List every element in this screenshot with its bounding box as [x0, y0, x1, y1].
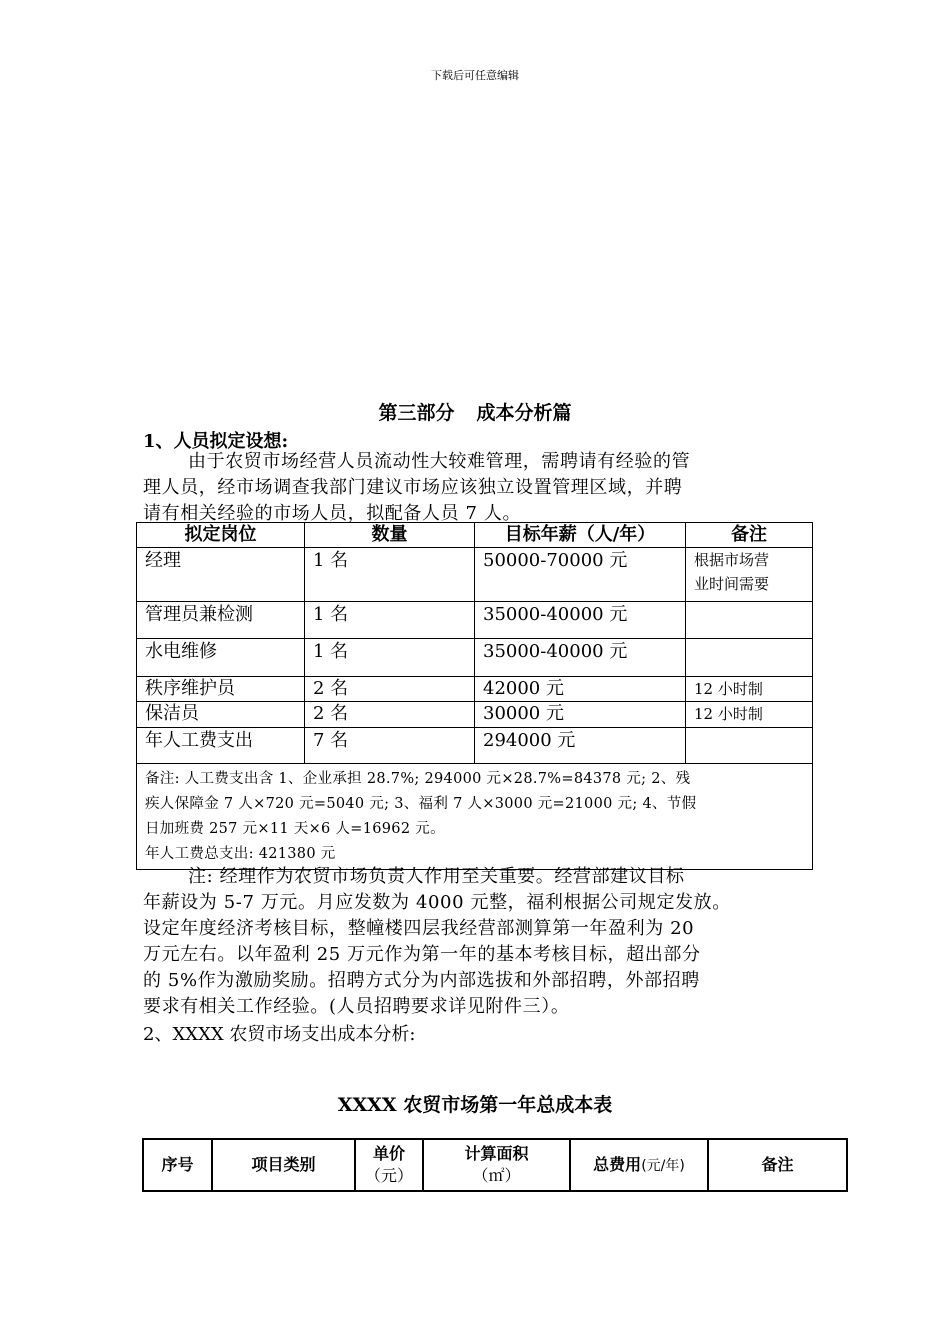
cost-table-header — [143, 1139, 847, 1191]
cell-qty: 7 名 — [305, 728, 475, 764]
cell-remark — [686, 639, 813, 677]
title-part: 第三部分 — [378, 402, 455, 424]
note-para-line: 年薪设为 5-7 万元。月应发数为 4000 元整，福利根据公司规定发放。 — [143, 892, 731, 913]
cell-qty: 1 名 — [305, 602, 475, 639]
cell-post: 经理 — [137, 548, 305, 602]
col-unit-price — [355, 1139, 423, 1191]
table-row — [137, 702, 813, 728]
table-row — [137, 728, 813, 764]
area-label: 计算面积 — [464, 1144, 529, 1163]
cell-post: 管理员兼检测 — [137, 602, 305, 639]
cell-qty: 1 名 — [305, 548, 475, 602]
section1-heading: 1、人员拟定设想: — [143, 431, 289, 452]
cell-salary: 35000-40000 元 — [475, 602, 686, 639]
intro-line: 由于农贸市场经营人员流动性大较难管理，需聘请有经验的管 — [188, 451, 691, 472]
note-line: 备注: 人工费支出含 1、企业承担 28.7%; 294000 元×28.7%=84378 元; 2、残 — [145, 771, 691, 787]
cell-salary: 42000 元 — [475, 677, 686, 702]
table-note — [137, 764, 813, 870]
section1-intro — [143, 449, 811, 527]
cell-salary: 50000-70000 元 — [475, 548, 686, 602]
cost-table-title: XXXX 农贸市场第一年总成本表 — [337, 1094, 613, 1116]
cell-remark — [686, 728, 813, 764]
col-remark: 备注 — [708, 1139, 847, 1191]
cell-salary: 35000-40000 元 — [475, 639, 686, 677]
note-line: 日加班费 257 元×11 天×6 人=16962 元。 — [145, 821, 445, 837]
cost-table — [142, 1138, 848, 1192]
note-para-line: 设定年度经济考核目标，整幢楼四层我经营部测算第一年盈利为 20 — [143, 918, 695, 939]
col-salary: 目标年薪（人/年） — [475, 523, 686, 548]
cell-salary: 30000 元 — [475, 702, 686, 728]
staff-table-header — [137, 523, 813, 548]
col-no: 序号 — [143, 1139, 212, 1191]
cell-post: 保洁员 — [137, 702, 305, 728]
remark-line: 业时间需要 — [694, 575, 770, 593]
note-para-line: 万元左右。以年盈利 25 万元作为第一年的基本考核目标，超出部分 — [143, 944, 701, 965]
intro-line: 理人员，经市场调查我部门建议市场应该独立设置管理区域，并聘 — [143, 477, 683, 498]
col-remark: 备注 — [686, 523, 813, 548]
manager-note — [143, 864, 811, 1020]
cell-qty: 1 名 — [305, 639, 475, 677]
page-title — [0, 398, 950, 425]
table-row — [137, 639, 813, 677]
col-post: 拟定岗位 — [137, 523, 305, 548]
cell-qty: 2 名 — [305, 677, 475, 702]
table-note-row — [137, 764, 813, 870]
note-para-line: 的 5%作为激励奖励。招聘方式分为内部选拔和外部招聘，外部招聘 — [143, 970, 700, 991]
cell-qty: 2 名 — [305, 702, 475, 728]
note-line: 年人工费总支出: 421380 元 — [145, 846, 336, 862]
cell-remark — [686, 602, 813, 639]
note-para-line: 注: 经理作为农贸市场负责人作用至关重要。经营部建议目标 — [188, 866, 685, 887]
header-note: 下载后可任意编辑 — [431, 69, 519, 82]
col-qty: 数量 — [305, 523, 475, 548]
cell-remark: 12 小时制 — [686, 677, 813, 702]
unit-price-label: 单价 — [372, 1144, 405, 1163]
section2-heading: 2、XXXX 农贸市场支出成本分析: — [143, 1024, 416, 1045]
cell-remark — [686, 548, 813, 602]
cell-remark: 12 小时制 — [686, 702, 813, 728]
area-unit: （㎡） — [472, 1166, 521, 1185]
remark-line: 根据市场营 — [694, 551, 770, 569]
cell-post: 秩序维护员 — [137, 677, 305, 702]
cell-post: 水电维修 — [137, 639, 305, 677]
table-row — [137, 602, 813, 639]
table-row — [137, 548, 813, 602]
intro-line: 请有相关经验的市场人员，拟配备人员 7 人。 — [143, 503, 522, 524]
cell-post: 年人工费支出 — [137, 728, 305, 764]
table-row — [137, 677, 813, 702]
col-area — [423, 1139, 570, 1191]
note-line: 疾人保障金 7 人×720 元=5040 元; 3、福利 7 人×3000 元=21000 元; 4、节假 — [145, 796, 697, 812]
total-label: 总费用 — [593, 1154, 642, 1174]
title-name: 成本分析篇 — [476, 402, 572, 424]
col-total — [570, 1139, 708, 1191]
total-unit: (元/年) — [641, 1157, 685, 1174]
note-para-line: 要求有相关工作经验。(人员招聘要求详见附件三）。 — [143, 996, 570, 1017]
staff-table — [136, 522, 813, 870]
unit-price-unit: （元） — [364, 1166, 413, 1185]
col-category: 项目类别 — [212, 1139, 355, 1191]
cell-salary: 294000 元 — [475, 728, 686, 764]
